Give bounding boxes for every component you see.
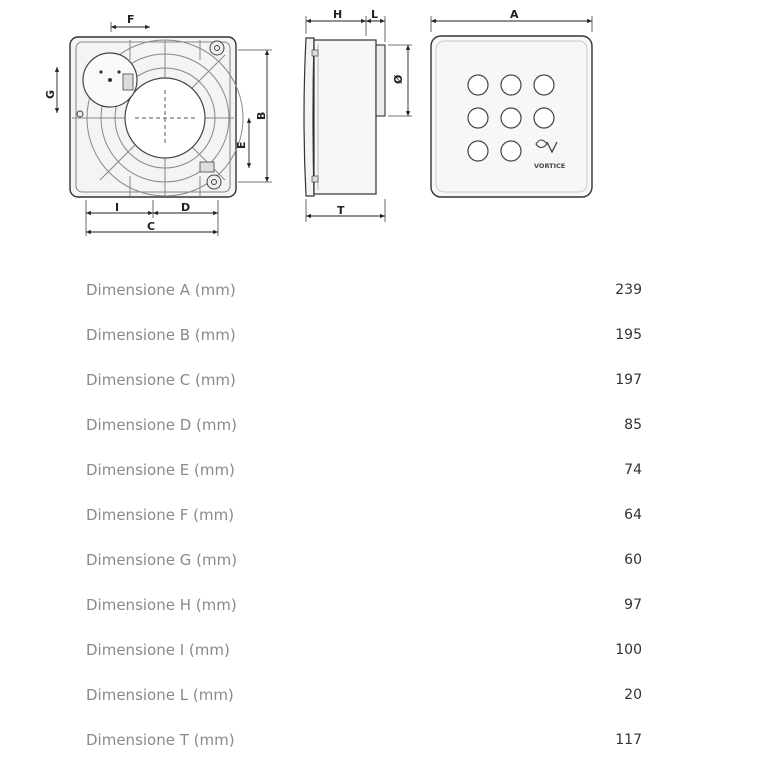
technical-drawing-svg [0, 0, 776, 250]
dim-label-g: G [44, 89, 57, 99]
dim-label-h: H [333, 8, 343, 21]
spec-value: 100 [615, 641, 642, 658]
spec-label: Dimensione I (mm) [86, 640, 230, 659]
spec-label: Dimensione C (mm) [86, 370, 236, 389]
rear-view [44, 13, 272, 236]
spec-label: Dimensione D (mm) [86, 415, 237, 434]
dim-label-diameter: Ø [392, 74, 405, 84]
dim-label-d: D [181, 201, 191, 214]
dim-label-e: E [235, 141, 248, 149]
spec-row [86, 447, 642, 492]
spec-value: 20 [624, 686, 642, 703]
front-view [431, 8, 592, 197]
spec-value: 64 [624, 506, 642, 523]
spec-value: 117 [615, 731, 642, 748]
spec-label: Dimensione A (mm) [86, 280, 236, 299]
dimensions-table [86, 267, 642, 762]
spec-value: 74 [624, 461, 642, 478]
spec-label: Dimensione B (mm) [86, 325, 236, 344]
spec-row [86, 357, 642, 402]
spec-value: 85 [624, 416, 642, 433]
spec-value: 195 [615, 326, 642, 343]
spec-label: Dimensione H (mm) [86, 595, 237, 614]
spec-row [86, 402, 642, 447]
spec-value: 239 [615, 281, 642, 298]
spec-row [86, 267, 642, 312]
dim-label-a: A [510, 8, 519, 21]
technical-drawing [0, 0, 776, 250]
dim-label-c: C [147, 220, 156, 233]
spec-row [86, 672, 642, 717]
side-view [304, 8, 412, 222]
spec-label: Dimensione T (mm) [86, 730, 235, 749]
dim-label-b: B [255, 111, 268, 120]
spec-value: 97 [624, 596, 642, 613]
spec-value: 197 [615, 371, 642, 388]
spec-row [86, 627, 642, 672]
spec-row [86, 492, 642, 537]
spec-row [86, 537, 642, 582]
spec-label: Dimensione E (mm) [86, 460, 235, 479]
dim-label-i: I [115, 201, 120, 214]
spec-label: Dimensione G (mm) [86, 550, 238, 569]
spec-row [86, 717, 642, 762]
dim-label-f: F [127, 13, 135, 26]
spec-row [86, 582, 642, 627]
spec-label: Dimensione F (mm) [86, 505, 235, 524]
spec-value: 60 [624, 551, 642, 568]
brand-text: VORTICE [534, 162, 566, 170]
spec-label: Dimensione L (mm) [86, 685, 234, 704]
dim-label-l: L [371, 8, 379, 21]
dim-label-t: T [337, 204, 345, 217]
spec-row [86, 312, 642, 357]
